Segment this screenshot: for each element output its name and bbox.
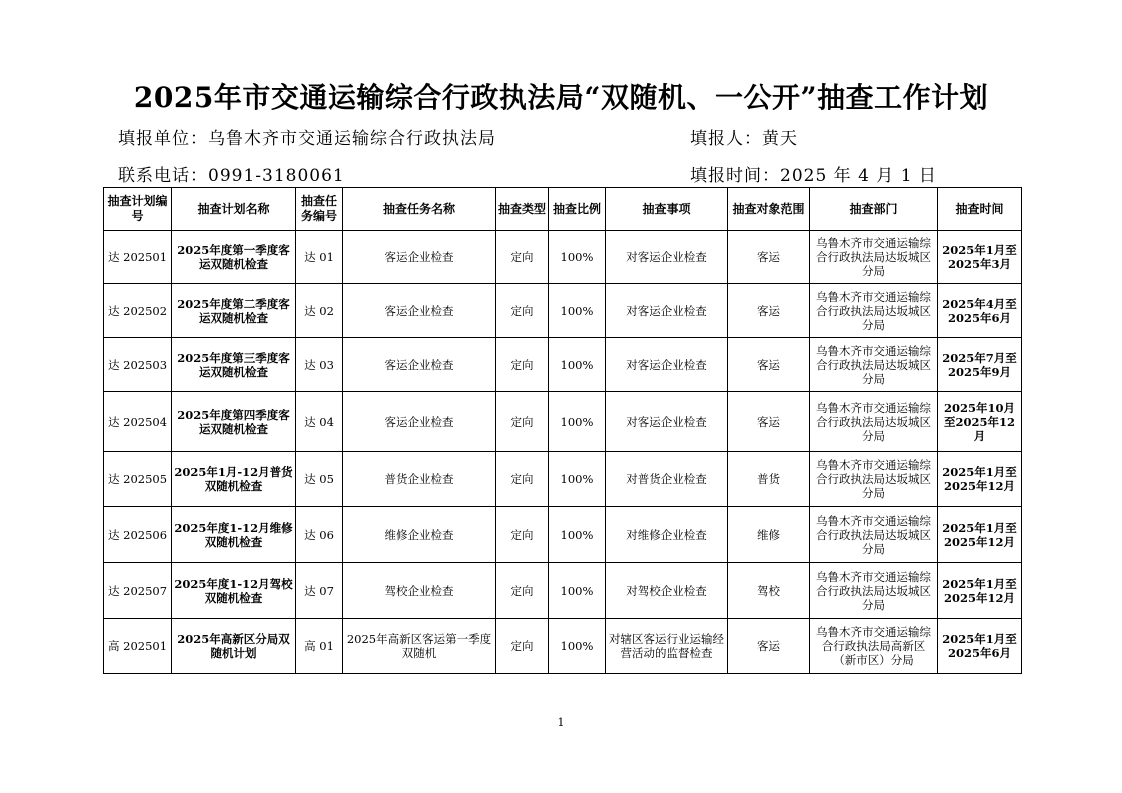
cell-time: 2025年7月至2025年9月 xyxy=(938,338,1022,392)
cell-task-id: 达 07 xyxy=(296,563,343,619)
table-row xyxy=(104,284,1022,338)
header-time: 抽查时间 xyxy=(938,188,1022,231)
cell-plan-id: 达 202501 xyxy=(104,231,172,284)
cell-item: 对维修企业检查 xyxy=(606,507,728,563)
cell-plan-id: 达 202505 xyxy=(104,452,172,507)
cell-ratio: 100% xyxy=(549,392,606,452)
header-task-id: 抽查任务编号 xyxy=(296,188,343,231)
cell-department: 乌鲁木齐市交通运输综合行政执法局达坂城区分局 xyxy=(810,392,938,452)
cell-plan-name: 2025年度第三季度客运双随机检查 xyxy=(172,338,296,392)
cell-time: 2025年1月至2025年12月 xyxy=(938,507,1022,563)
header-department: 抽查部门 xyxy=(810,188,938,231)
cell-type: 定向 xyxy=(496,392,549,452)
header-type: 抽查类型 xyxy=(496,188,549,231)
cell-scope: 客运 xyxy=(728,231,810,284)
cell-task-name: 客运企业检查 xyxy=(343,338,496,392)
cell-type: 定向 xyxy=(496,452,549,507)
cell-plan-name: 2025年高新区分局双随机计划 xyxy=(172,619,296,674)
cell-plan-id: 达 202503 xyxy=(104,338,172,392)
cell-ratio: 100% xyxy=(549,284,606,338)
cell-task-id: 达 01 xyxy=(296,231,343,284)
cell-item: 对辖区客运行业运输经营活动的监督检查 xyxy=(606,619,728,674)
table-row xyxy=(104,452,1022,507)
header-scope: 抽查对象范围 xyxy=(728,188,810,231)
cell-plan-name: 2025年1月-12月普货双随机检查 xyxy=(172,452,296,507)
table-row xyxy=(104,619,1022,674)
cell-type: 定向 xyxy=(496,231,549,284)
table-header-row xyxy=(104,188,1022,231)
cell-time: 2025年1月至2025年3月 xyxy=(938,231,1022,284)
header-plan-id: 抽查计划编号 xyxy=(104,188,172,231)
cell-plan-id: 达 202502 xyxy=(104,284,172,338)
cell-scope: 客运 xyxy=(728,338,810,392)
table-row xyxy=(104,231,1022,284)
filler: 填报人：黄天 xyxy=(690,129,798,149)
cell-plan-id: 达 202507 xyxy=(104,563,172,619)
table-row xyxy=(104,338,1022,392)
cell-department: 乌鲁木齐市交通运输综合行政执法局达坂城区分局 xyxy=(810,231,938,284)
page-number: 1 xyxy=(557,716,565,729)
cell-task-name: 客运企业检查 xyxy=(343,231,496,284)
table-row xyxy=(104,563,1022,619)
cell-type: 定向 xyxy=(496,338,549,392)
cell-item: 对客运企业检查 xyxy=(606,231,728,284)
cell-task-id: 达 04 xyxy=(296,392,343,452)
cell-department: 乌鲁木齐市交通运输综合行政执法局达坂城区分局 xyxy=(810,563,938,619)
cell-item: 对普货企业检查 xyxy=(606,452,728,507)
cell-scope: 客运 xyxy=(728,284,810,338)
cell-task-name: 驾校企业检查 xyxy=(343,563,496,619)
document-title: 2025年市交通运输综合行政执法局“双随机、一公开”抽查工作计划 xyxy=(133,81,989,114)
cell-task-name: 客运企业检查 xyxy=(343,284,496,338)
cell-plan-id: 达 202504 xyxy=(104,392,172,452)
cell-scope: 维修 xyxy=(728,507,810,563)
cell-task-id: 达 02 xyxy=(296,284,343,338)
cell-department: 乌鲁木齐市交通运输综合行政执法局达坂城区分局 xyxy=(810,284,938,338)
cell-plan-name: 2025年度第四季度客运双随机检查 xyxy=(172,392,296,452)
cell-type: 定向 xyxy=(496,563,549,619)
header-item: 抽查事项 xyxy=(606,188,728,231)
cell-time: 2025年4月至2025年6月 xyxy=(938,284,1022,338)
header-ratio: 抽查比例 xyxy=(549,188,606,231)
cell-task-id: 达 06 xyxy=(296,507,343,563)
cell-plan-id: 高 202501 xyxy=(104,619,172,674)
cell-ratio: 100% xyxy=(549,338,606,392)
cell-scope: 客运 xyxy=(728,392,810,452)
cell-task-name: 客运企业检查 xyxy=(343,392,496,452)
cell-item: 对驾校企业检查 xyxy=(606,563,728,619)
cell-department: 乌鲁木齐市交通运输综合行政执法局达坂城区分局 xyxy=(810,338,938,392)
cell-type: 定向 xyxy=(496,619,549,674)
fill-date: 填报时间：2025 年 4 月 1 日 xyxy=(690,166,937,186)
cell-item: 对客运企业检查 xyxy=(606,338,728,392)
cell-time: 2025年10月至2025年12月 xyxy=(938,392,1022,452)
table-row xyxy=(104,392,1022,452)
header-task-name: 抽查任务名称 xyxy=(343,188,496,231)
cell-plan-name: 2025年度1-12月维修双随机检查 xyxy=(172,507,296,563)
cell-time: 2025年1月至2025年12月 xyxy=(938,563,1022,619)
cell-task-id: 达 03 xyxy=(296,338,343,392)
cell-ratio: 100% xyxy=(549,452,606,507)
cell-task-name: 维修企业检查 xyxy=(343,507,496,563)
cell-ratio: 100% xyxy=(549,563,606,619)
cell-ratio: 100% xyxy=(549,619,606,674)
cell-department: 乌鲁木齐市交通运输综合行政执法局达坂城区分局 xyxy=(810,452,938,507)
contact-phone: 联系电话：0991-3180061 xyxy=(118,166,345,186)
table-row xyxy=(104,507,1022,563)
cell-task-id: 高 01 xyxy=(296,619,343,674)
fill-unit: 填报单位：乌鲁木齐市交通运输综合行政执法局 xyxy=(118,129,496,149)
cell-ratio: 100% xyxy=(549,231,606,284)
cell-task-name: 普货企业检查 xyxy=(343,452,496,507)
cell-ratio: 100% xyxy=(549,507,606,563)
cell-plan-name: 2025年度第二季度客运双随机检查 xyxy=(172,284,296,338)
cell-plan-name: 2025年度1-12月驾校双随机检查 xyxy=(172,563,296,619)
cell-department: 乌鲁木齐市交通运输综合行政执法局达坂城区分局 xyxy=(810,507,938,563)
cell-scope: 驾校 xyxy=(728,563,810,619)
cell-task-name: 2025年高新区客运第一季度双随机 xyxy=(343,619,496,674)
inspection-plan-table xyxy=(103,187,1022,674)
cell-plan-name: 2025年度第一季度客运双随机检查 xyxy=(172,231,296,284)
cell-scope: 普货 xyxy=(728,452,810,507)
cell-type: 定向 xyxy=(496,284,549,338)
cell-plan-id: 达 202506 xyxy=(104,507,172,563)
cell-time: 2025年1月至2025年12月 xyxy=(938,452,1022,507)
cell-type: 定向 xyxy=(496,507,549,563)
header-plan-name: 抽查计划名称 xyxy=(172,188,296,231)
cell-department: 乌鲁木齐市交通运输综合行政执法局高新区（新市区）分局 xyxy=(810,619,938,674)
cell-item: 对客运企业检查 xyxy=(606,392,728,452)
cell-scope: 客运 xyxy=(728,619,810,674)
cell-task-id: 达 05 xyxy=(296,452,343,507)
cell-item: 对客运企业检查 xyxy=(606,284,728,338)
cell-time: 2025年1月至2025年6月 xyxy=(938,619,1022,674)
